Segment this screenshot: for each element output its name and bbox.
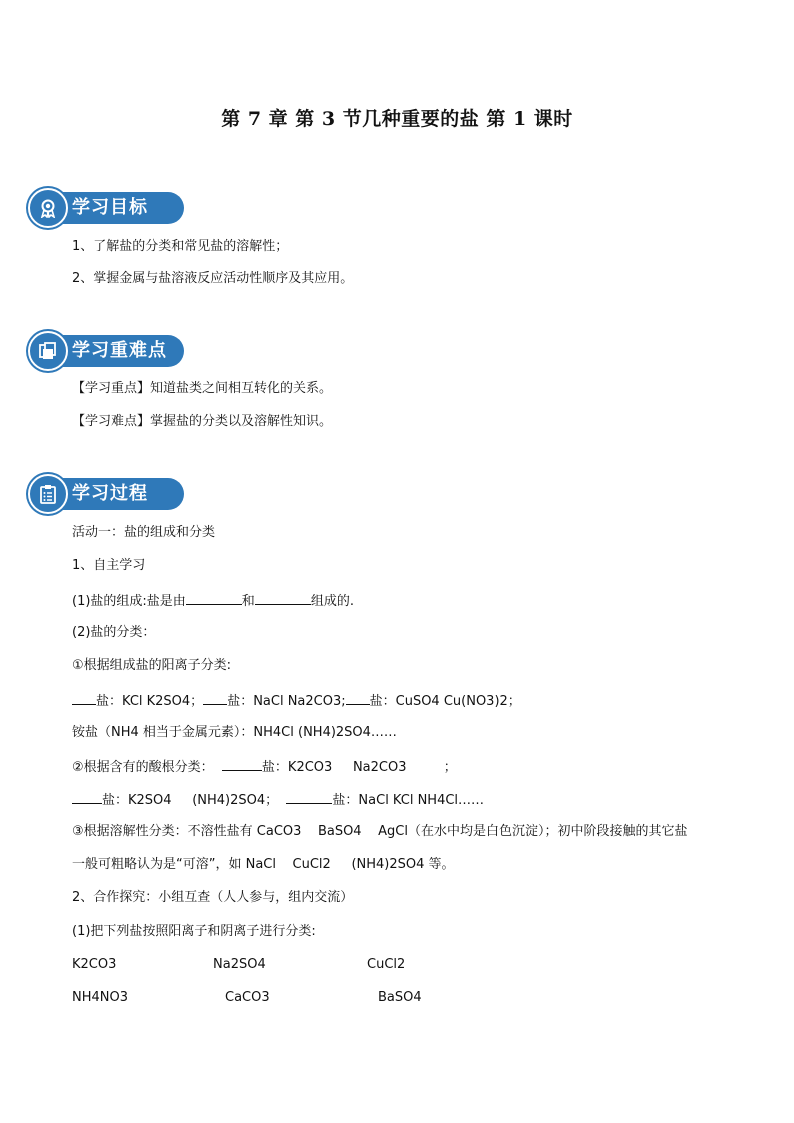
q1-text-b: 和 (241, 594, 255, 609)
focus-tag: 【学习重点】 (72, 381, 151, 396)
answer-blank[interactable] (286, 790, 332, 804)
cation-c: 盐：CuSO4 Cu(NO3)2； (369, 694, 521, 709)
salt-formula: BaSO4 (378, 990, 422, 1005)
salt-formula: Na2SO4 (213, 957, 266, 972)
goal-item-2: 2、掌握金属与盐溶液反应活动性顺序及其应用。 (72, 271, 354, 286)
answer-blank[interactable] (346, 691, 370, 705)
activity-title: 活动一：盐的组成和分类 (72, 525, 216, 540)
section-heading: 学习过程 (72, 483, 148, 504)
cation-classification-title: ①根据组成盐的阳离子分类: (72, 658, 232, 673)
answer-blank[interactable] (203, 691, 227, 705)
section-banner-goals (28, 188, 186, 228)
salt-composition-question (72, 591, 354, 611)
answer-blank[interactable] (222, 757, 262, 771)
stacked-pages-icon (28, 331, 68, 371)
section-banner-process (28, 474, 186, 514)
page-title: 第 7 章 第 3 节几种重要的盐 第 1 课时 (221, 108, 573, 130)
clipboard-checklist-icon (28, 474, 68, 514)
q1-text-c: 组成的. (310, 594, 354, 609)
self-study-heading: 1、自主学习 (72, 558, 146, 573)
anion-b: 盐：K2SO4 (NH4)2SO4； (102, 793, 279, 808)
focus-line (72, 380, 332, 398)
classification-task: (1)把下列盐按照阳离子和阴离子进行分类: (72, 924, 316, 939)
anion-title: ②根据含有的酸根分类： (72, 760, 214, 775)
anion-a: 盐：K2CO3 Na2CO3 ； (261, 760, 457, 775)
difficulty-line (72, 413, 332, 431)
answer-blank[interactable] (72, 691, 96, 705)
salt-formula: NH4NO3 (72, 990, 128, 1005)
cation-b: 盐：NaCl Na2CO3; (227, 694, 346, 709)
section-banner-keypoints (28, 331, 186, 371)
answer-blank[interactable] (255, 591, 311, 605)
answer-blank[interactable] (186, 591, 242, 605)
q1-text-a: (1)盐的组成:盐是由 (72, 594, 186, 609)
cation-classification-line (72, 691, 521, 711)
salt-formula: K2CO3 (72, 957, 117, 972)
difficulty-tag: 【学习难点】 (72, 414, 151, 429)
solubility-line-2: 一般可粗略认为是“可溶”，如 NaCl CuCl2 (NH4)2SO4 等。 (72, 857, 455, 872)
cation-a: 盐：KCl K2SO4； (96, 694, 204, 709)
goal-item-1: 1、了解盐的分类和常见盐的溶解性； (72, 239, 289, 254)
cooperative-inquiry-heading: 2、合作探究：小组互查（人人参与，组内交流） (72, 890, 354, 905)
section-heading: 学习目标 (72, 197, 148, 218)
anion-c: 盐：NaCl KCl NH4Cl…… (332, 793, 485, 808)
salt-formula: CaCO3 (225, 990, 270, 1005)
salt-formula: CuCl2 (367, 957, 406, 972)
award-ribbon-icon (28, 188, 68, 228)
solubility-line-1: ③根据溶解性分类：不溶性盐有 CaCO3 BaSO4 AgCl（在水中均是白色沉淀）；初中阶段接触的其它盐 (72, 824, 688, 839)
anion-classification-line-2 (72, 790, 484, 810)
answer-blank[interactable] (72, 790, 102, 804)
salt-classification-heading: (2)盐的分类： (72, 625, 156, 640)
section-heading: 学习重难点 (72, 340, 167, 361)
difficulty-text: 掌握盐的分类以及溶解性知识。 (150, 414, 333, 429)
ammonium-salt-line: 铵盐（NH4 相当于金属元素）：NH4Cl (NH4)2SO4…… (72, 725, 397, 740)
anion-classification-line-1 (72, 757, 457, 777)
focus-text: 知道盐类之间相互转化的关系。 (150, 381, 333, 396)
